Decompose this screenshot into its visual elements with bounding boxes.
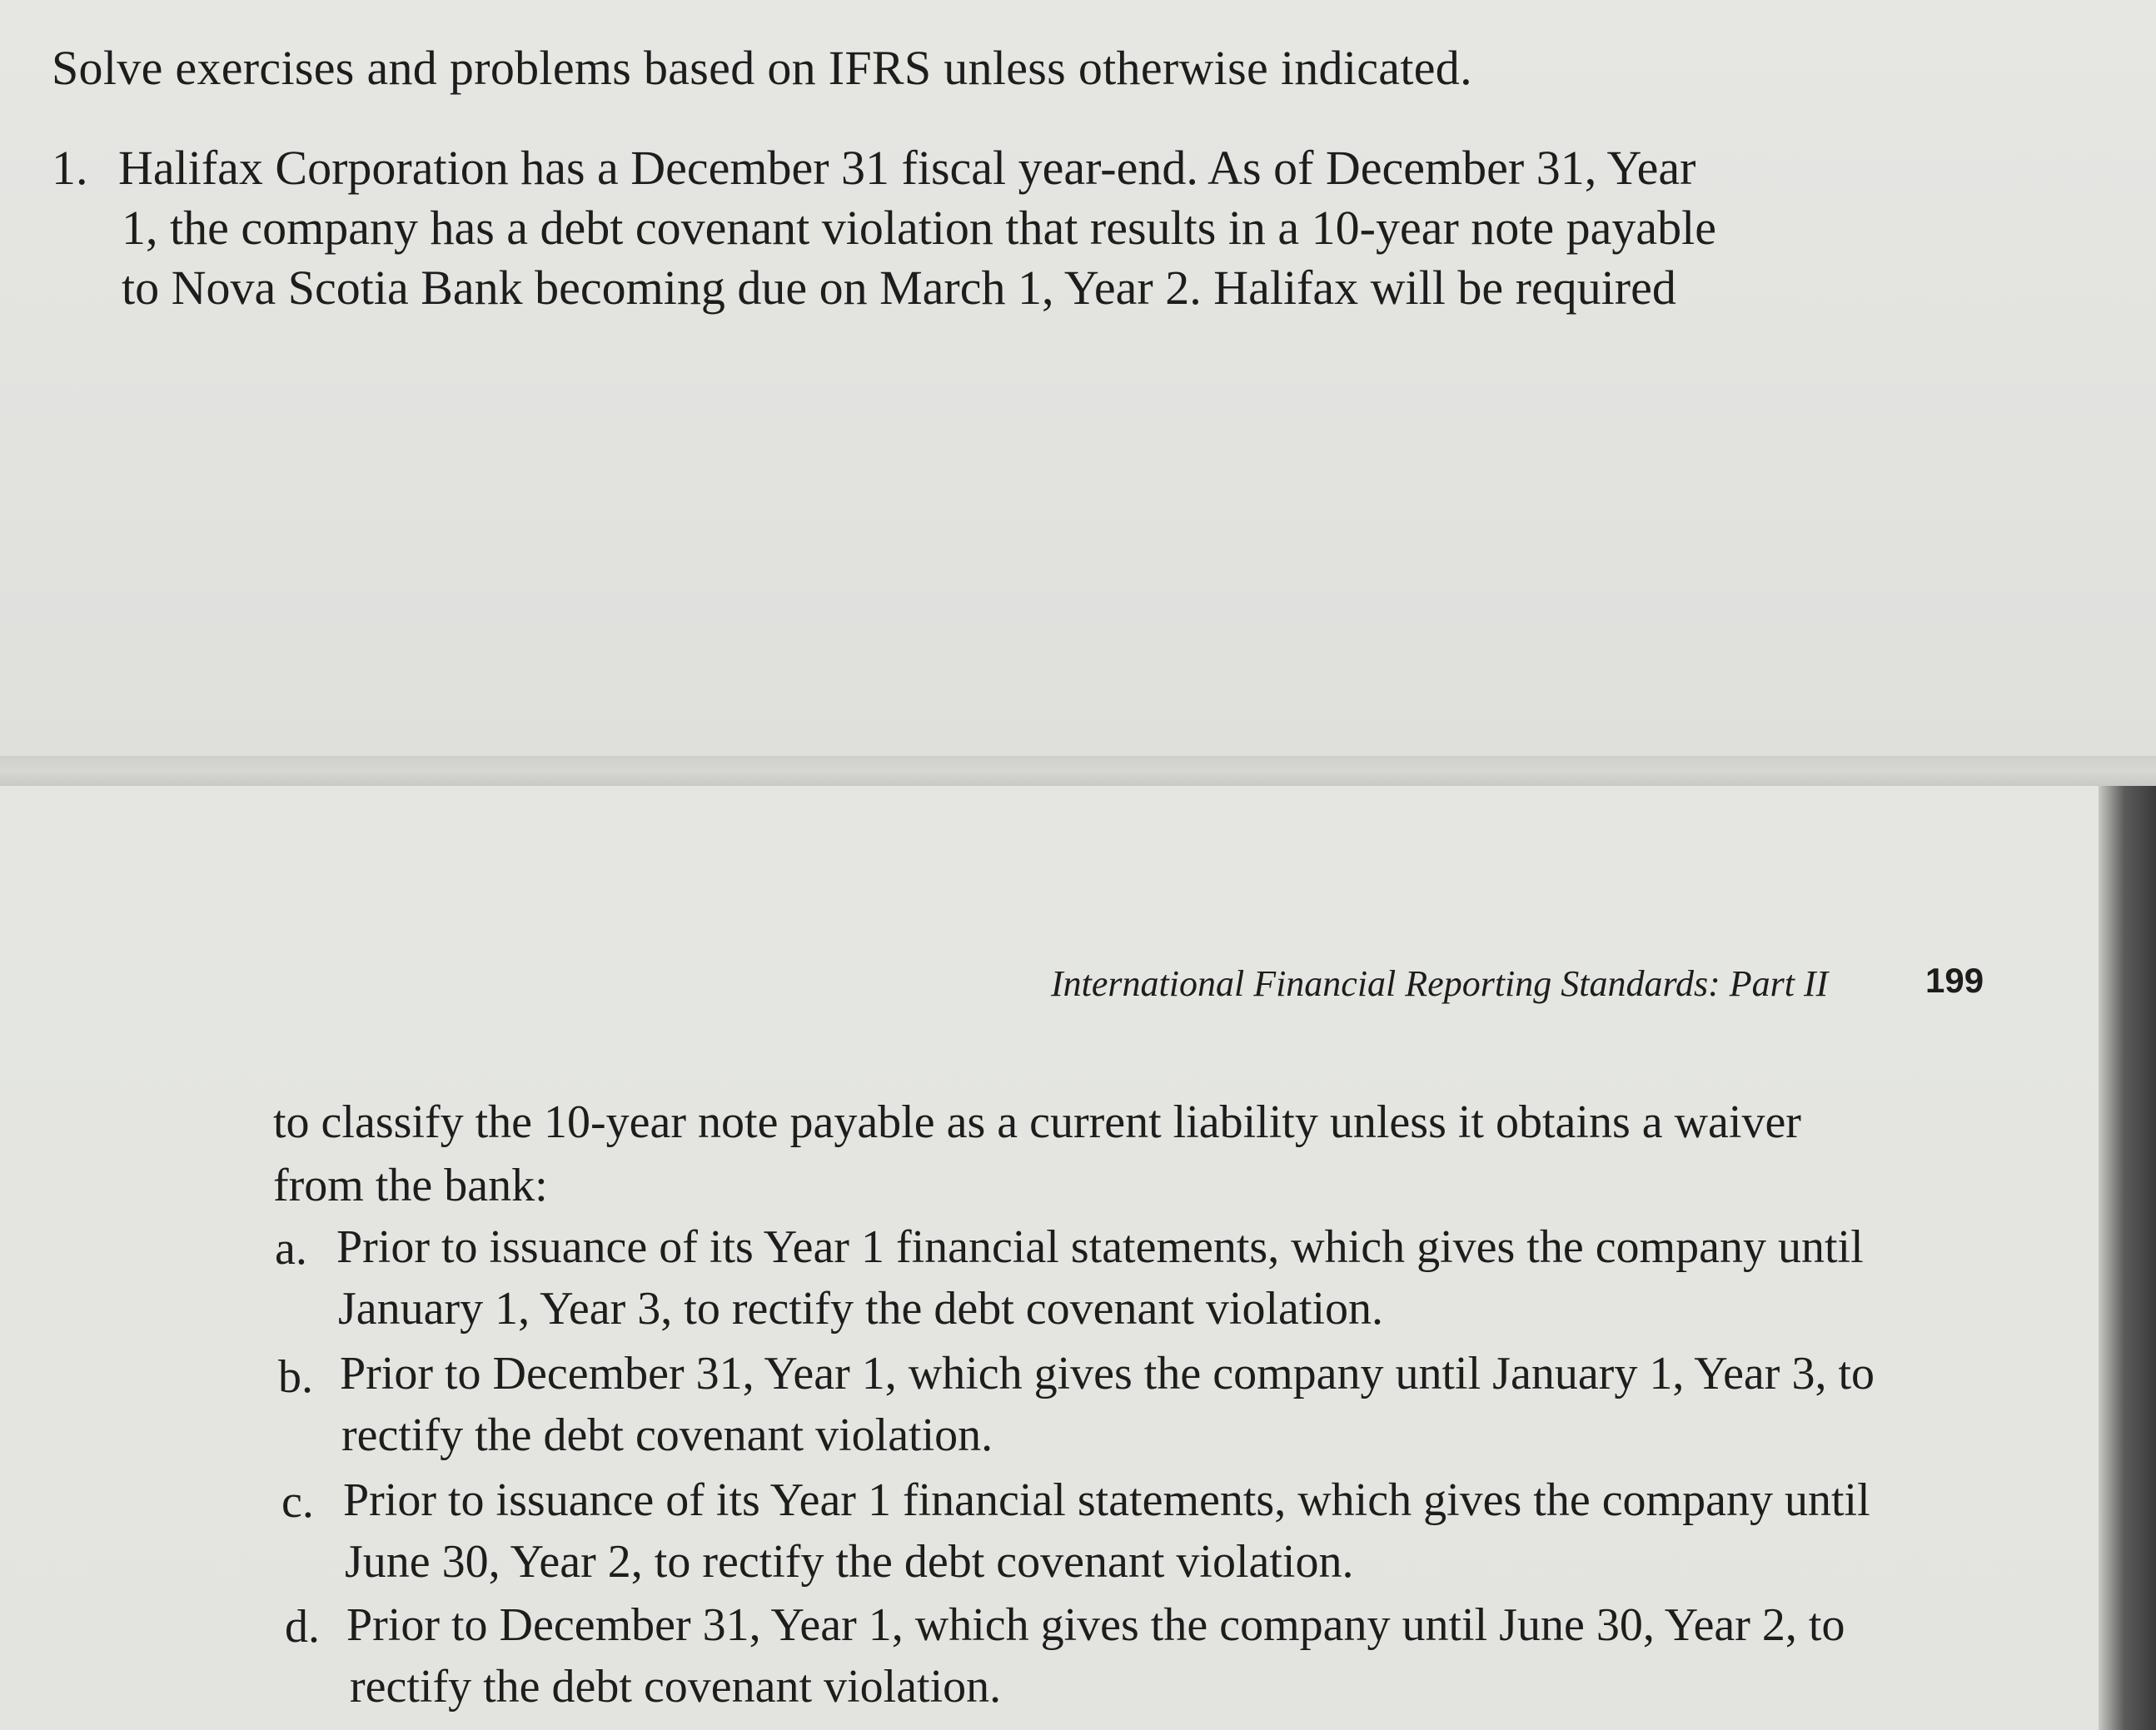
option-d-line-2: rectify the debt covenant violation.	[350, 1661, 1002, 1713]
page-edge-shadow	[2099, 786, 2156, 1730]
page-divider	[0, 756, 2156, 786]
top-page	[0, 0, 2156, 758]
option-b-line-1: Prior to December 31, Year 1, which gives the company until January 1, Year 3, to	[340, 1348, 1875, 1399]
option-c-letter: c.	[281, 1476, 314, 1528]
problem-line-2: 1, the company has a debt covenant violation that results in a 10-year note payable	[122, 201, 1716, 255]
problem-line-1: Halifax Corporation has a December 31 fiscal year-end. As of December 31, Year	[118, 141, 1696, 195]
problem-line-3: to Nova Scotia Bank becoming due on March 1, Year 2. Halifax will be required	[122, 261, 1676, 315]
option-a-line-2: January 1, Year 3, to rectify the debt covenant violation.	[338, 1283, 1383, 1335]
continuation-line-1: to classify the 10-year note payable as a current liability unless it obtains a waiver	[273, 1096, 1801, 1148]
option-c-line-2: June 30, Year 2, to rectify the debt covenant violation.	[345, 1536, 1354, 1588]
option-a-letter: a.	[275, 1223, 307, 1275]
option-a-line-1: Prior to issuance of its Year 1 financial statements, which gives the company until	[336, 1221, 1864, 1273]
option-d-letter: d.	[285, 1601, 320, 1653]
page-number: 199	[1925, 961, 1984, 1000]
continuation-line-2: from the bank:	[273, 1160, 548, 1211]
option-b-letter: b.	[278, 1351, 313, 1403]
running-header: International Financial Reporting Standards: Part II	[1051, 963, 1829, 1004]
option-d-line-1: Prior to December 31, Year 1, which gives the company until June 30, Year 2, to	[346, 1599, 1845, 1651]
option-b-line-2: rectify the debt covenant violation.	[341, 1409, 993, 1461]
problem-number: 1.	[52, 141, 88, 195]
instructions-text: Solve exercises and problems based on IFRS unless otherwise indicated.	[52, 41, 1472, 95]
option-c-line-1: Prior to issuance of its Year 1 financial statements, which gives the company until	[343, 1474, 1870, 1526]
